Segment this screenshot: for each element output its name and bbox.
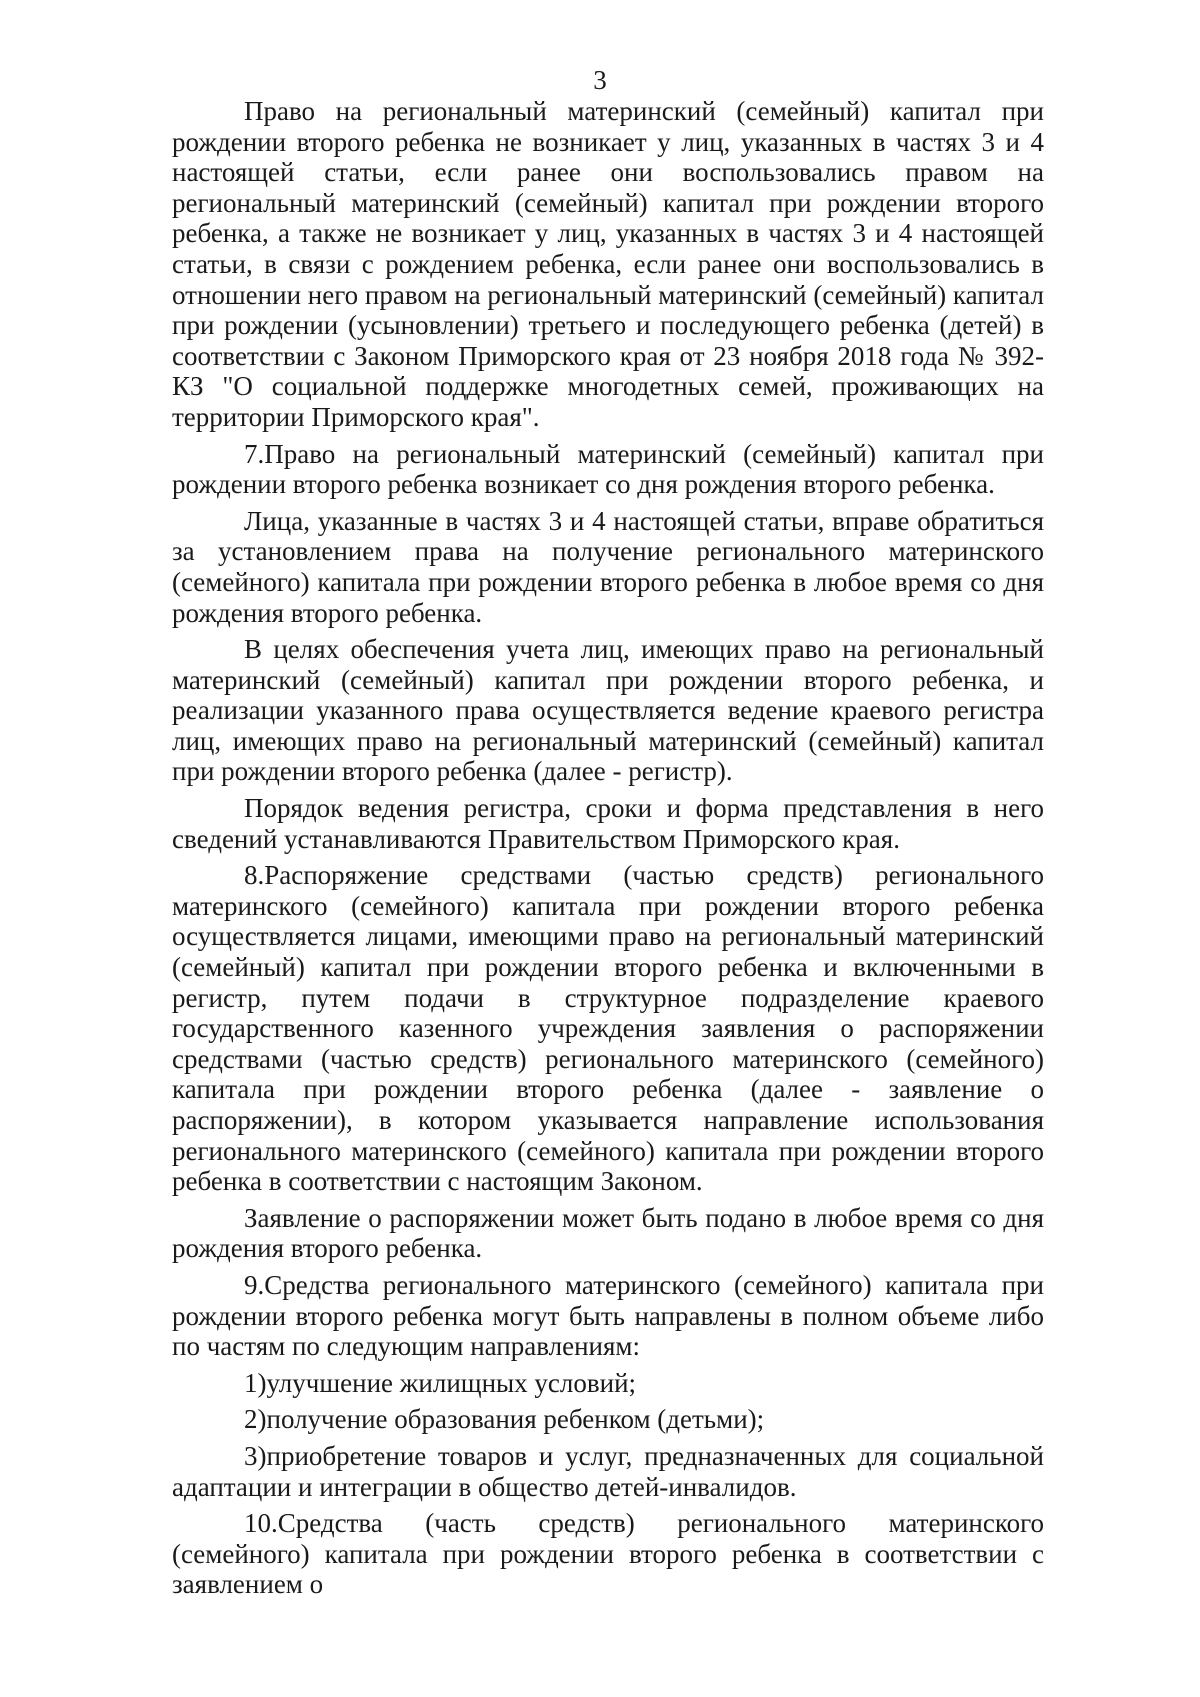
paragraph-regional-capital-exclusion: Право на региональный материнский (семейный) капитал при рождении второго ребенка не возникает у лиц, указанных в частях 3 и 4 настоящей статьи, если ранее они воспользовались правом на региональный материнский (семейный) капитал при рождении второго ребенка, а также не возникает у лиц, указанных в частях 3 и 4 настоящей статьи, в связи с рождением ребенка, если ранее они воспользовались в отношении него правом на региональный материнский (семейный) капитал при рождении (усыновлении) третьего и последующего ребенка (детей) в соответствии с Законом Приморского края от 23 ноября 2018 года № 392-КЗ "О социальной поддержке многодетных семей, проживающих на территории Приморского края". xyxy=(172,96,1044,432)
paragraph-item-7: 7.Право на региональный материнский (семейный) капитал при рождении второго ребенка возникает со дня рождения второго ребенка. xyxy=(172,438,1044,500)
paragraph-item-10: 10.Средства (часть средств) регионального материнского (семейного) капитала при рождении второго ребенка в соответствии с заявлением о xyxy=(172,1508,1044,1600)
paragraph-disposal-application: Заявление о распоряжении может быть подано в любое время со дня рождения второго ребенка. xyxy=(172,1202,1044,1264)
page-number: 3 xyxy=(593,65,607,95)
paragraph-application-right: Лица, указанные в частях 3 и 4 настоящей статьи, вправе обратиться за установлением права на получение регионального материнского (семейного) капитала при рождении второго ребенка в любое время со дня рождения второго ребенка. xyxy=(172,505,1044,628)
list-item-housing: 1)улучшение жилищных условий; xyxy=(244,1367,637,1398)
paragraph-item-9: 9.Средства регионального материнского (семейного) капитала при рождении второго ребенка могут быть направлены в полном объеме либо по частям по следующим направлениям: xyxy=(172,1269,1044,1362)
paragraph-register-procedure: Порядок ведения регистра, сроки и форма представления в него сведений устанавливаются Правительством Приморского края. xyxy=(172,793,1044,854)
list-item-disabled-children: 3)приобретение товаров и услуг, предназначенных для социальной адаптации и интеграции в общество детей-инвалидов. xyxy=(172,1440,1044,1502)
paragraph-register: В целях обеспечения учета лиц, имеющих право на региональный материнский (семейный) капитал при рождении второго ребенка, и реализации указанного права осуществляется ведение краевого регистра лиц, имеющих право на региональный материнский (семейный) капитал при рождении второго ребенка (далее - регистр). xyxy=(172,634,1044,787)
list-item-education: 2)получение образования ребенком (детьми); xyxy=(244,1404,765,1435)
paragraph-item-8: 8.Распоряжение средствами (частью средств) регионального материнского (семейного) капитала при рождении второго ребенка осуществляется лицами, имеющими право на региональный материнский (семейный) капитал при рождении второго ребенка и включенными в регистр, путем подачи в структурное подразделение краевого государственного казенного учреждения заявления о распоряжении средствами (частью средств) регионального материнского (семейного) капитала при рождении второго ребенка (далее - заявление о распоряжении), в котором указывается направление использования регионального материнского (семейного) капитала при рождении второго ребенка в соответствии с настоящим Законом. xyxy=(172,860,1044,1197)
document-body xyxy=(172,96,1044,1606)
